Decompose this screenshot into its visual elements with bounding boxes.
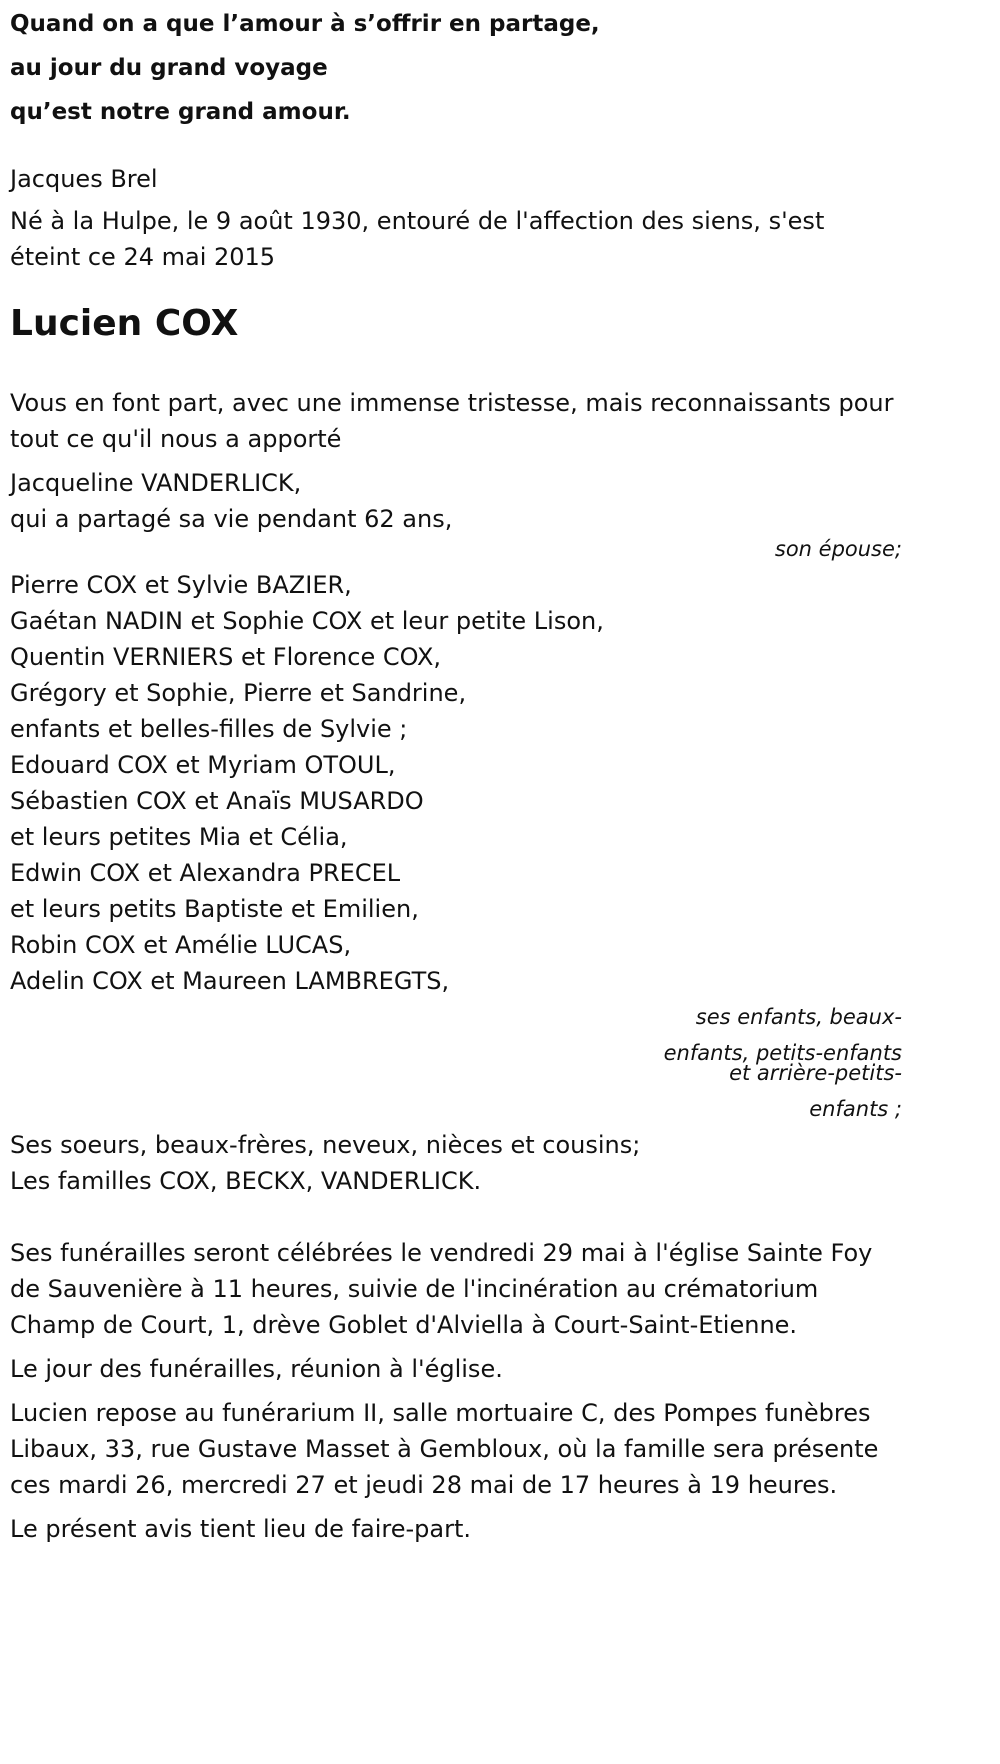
extended-family-line: Ses soeurs, beaux-frères, neveux, nièces et cousins; — [10, 1131, 641, 1159]
funeral-repose: Lucien repose au funérarium II, salle mortuaire C, des Pompes funèbres Libaux, 33, rue Gustave Masset à Gembloux, où la famille sera présente ces mardi 26, mercredi 27 et jeudi 28 mai de 17 heures à 19 heures. — [10, 1399, 879, 1499]
birth-death-intro: Né à la Hulpe, le 9 août 1930, entouré de l'affection des siens, s'est éteint ce 24 mai 2015 — [10, 207, 825, 271]
children-relation-text: ses enfants, beaux-enfants, petits-enfants — [663, 1005, 902, 1065]
child-line: Pierre COX et Sylvie BAZIER, — [10, 571, 352, 599]
spouse-relation: son épouse; — [774, 537, 902, 561]
deceased-name: Lucien COX — [10, 303, 239, 344]
child-line: Quentin VERNIERS et Florence COX, — [10, 643, 442, 671]
child-line: Gaétan NADIN et Sophie COX et leur petite Lison, — [10, 607, 604, 635]
poem-quote — [10, 2, 902, 134]
funeral-gathering: Le jour des funérailles, réunion à l'église. — [10, 1355, 503, 1383]
child-line: et leurs petits Baptiste et Emilien, — [10, 895, 419, 923]
announcement-text: Vous en font part, avec une immense tristesse, mais reconnaissants pour tout ce qu'il nous a apporté — [10, 389, 894, 453]
extended-family-line: Les familles COX, BECKX, VANDERLICK. — [10, 1167, 482, 1195]
child-line: Adelin COX et Maureen LAMBREGTS, — [10, 967, 450, 995]
funeral-ceremony: Ses funérailles seront célébrées le vendredi 29 mai à l'église Sainte Foy de Sauvenière à 11 heures, suivie de l'incinération au crématorium Champ de Court, 1, drève Goblet d'Alviella à Court-Saint-Etienne. — [10, 1239, 873, 1339]
spouse-line: qui a partagé sa vie pendant 62 ans, — [10, 505, 453, 533]
grandchildren-relation-text: et arrière-petits-enfants ; — [729, 1061, 902, 1121]
child-line: Edwin COX et Alexandra PRECEL — [10, 859, 401, 887]
child-line: Edouard COX et Myriam OTOUL, — [10, 751, 396, 779]
closing-note: Le présent avis tient lieu de faire-part. — [10, 1515, 472, 1543]
children-relation — [662, 999, 902, 1127]
children-list — [10, 567, 902, 999]
child-line: Sébastien COX et Anaïs MUSARDO — [10, 787, 424, 815]
child-line: enfants et belles-filles de Sylvie ; — [10, 715, 408, 743]
extended-family — [10, 1127, 902, 1199]
spouse-line: Jacqueline VANDERLICK, — [10, 469, 302, 497]
spouse-block — [10, 465, 902, 537]
child-line: Grégory et Sophie, Pierre et Sandrine, — [10, 679, 467, 707]
poem-line: qu’est notre grand amour. — [10, 99, 351, 125]
poem-line: au jour du grand voyage — [10, 55, 328, 81]
child-line: Robin COX et Amélie LUCAS, — [10, 931, 352, 959]
child-line: et leurs petites Mia et Célia, — [10, 823, 348, 851]
poem-author: Jacques Brel — [10, 165, 158, 193]
poem-line: Quand on a que l’amour à s’offrir en partage, — [10, 11, 600, 37]
